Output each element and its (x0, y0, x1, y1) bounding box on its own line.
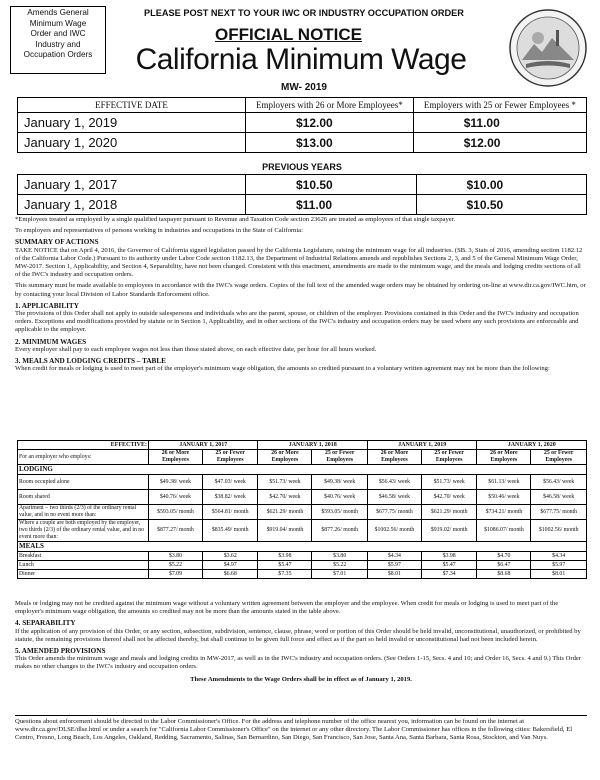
credit-value: $5.47 (258, 561, 312, 570)
col-header-small-employers: Employers with 25 or Fewer Employees * (413, 98, 586, 113)
amend-line: Amends General (27, 8, 89, 17)
table-row (18, 505, 587, 520)
sub-header-small: 25 or Fewer Employees (202, 450, 258, 465)
wage-small: $12.00 (413, 133, 586, 153)
wage-large: $10.50 (246, 175, 417, 195)
sub-header-small: 25 or Fewer Employees (421, 450, 477, 465)
amend-line: Occupation Orders (23, 50, 93, 59)
credit-value: $40.76/ week (312, 490, 368, 505)
amend-line: Industry and (35, 39, 81, 49)
for-employer-label: For an employer who employs: (18, 450, 149, 465)
sub-header-small: 25 or Fewer Employees (312, 450, 368, 465)
credit-value: $51.73/ week (258, 475, 312, 490)
section-4-heading: 4. SEPARABILITY (15, 619, 76, 628)
row-label: Apartment – two thirds (2/3) of the ordinary rental value, and in no event more than: (18, 505, 149, 520)
wage-large: $12.00 (246, 113, 414, 133)
sub-header-large: 26 or More Employees (367, 450, 421, 465)
credit-value: $4.97 (202, 561, 258, 570)
credit-value: $42.70/ week (421, 490, 477, 505)
meals-lodging-table (17, 440, 587, 579)
wage-small: $10.00 (416, 175, 587, 195)
credit-value: $8.01 (367, 570, 421, 579)
effective-date: January 1, 2019 (18, 113, 246, 133)
table-row (18, 570, 587, 579)
credit-value: $3.80 (149, 552, 203, 561)
row-label: Room shared (18, 490, 149, 505)
credit-value: $734.21/ month (477, 505, 531, 520)
summary-text-2: This summary must be made available to employees in accordance with the IWC's wage orders. Copies of the full text of the amended wage orders may be obtained by ordering on-line at www.dir.ca.gov/IWC.htm, or by contacting your local Division of Labor Standards Enforcement office. (15, 282, 586, 298)
page-title: California Minimum Wage (135, 43, 467, 76)
order-number: MW- 2019 (281, 82, 327, 93)
year-header: JANUARY 1, 2019 (367, 441, 476, 450)
credit-value: $5.47 (421, 561, 477, 570)
credit-value: $6.47 (477, 561, 531, 570)
credit-value: $835.49/ month (202, 520, 258, 542)
section-4-text: If the application of any provision of this Order, or any section, subsection, subdivision, sentence, clause, phrase, word or portion of this Order should be held invalid, unconstitutional, unauthorized, or prohibited by statute, the remaining provisions thereof shall not be affected thereby, but shall continue to be given full force and effect as if the part so held invalid or unconstitutional had not been included herein. (15, 627, 581, 643)
credit-value: $46.58/ week (531, 490, 587, 505)
summary-text: TAKE NOTICE that on April 4, 2016, the Governor of California signed legislation passed by the California Legislature, raising the minimum wage for all industries. (SB. 3, Stats of 2016, amending section 1182.12 of the California Labor Code.) Pursuant to its authority under Labor Code section 1182.13, the Department of Industrial Relations amends and republishes Sections 2, 3, and 5 of the General Minimum Wage Order, MW-2017. Section 1, Applicability, and Section 4, Separability, have not been changed. Consistent with this enactment, amendments are made to the minimum wage, and the meals and lodging credits sections of all of the IWC's industry and occupation orders. (15, 246, 583, 279)
section-3-heading: 3. MEALS AND LODGING CREDITS – TABLE (15, 357, 166, 366)
credit-value: $5.22 (149, 561, 203, 570)
table-row (18, 552, 587, 561)
credit-value: $7.34 (421, 570, 477, 579)
meal-rows (18, 552, 587, 579)
section-1-text: The provisions of this Order shall not apply to outside salespersons and individuals who are the parent, spouse, or children of the employer. Provisions contained in this Order and the IWC's industry and occupation orders. Exceptions and modifications provided by statute or in Section 1, Applicability, and in other sections of the IWC's industry and occupation orders may be used where any such provisions are enforceable and applicable to the employer. (15, 310, 579, 334)
credit-value: $5.97 (531, 561, 587, 570)
row-label: Room occupied alone (18, 475, 149, 490)
section-5-heading: 5. AMENDED PROVISIONS (15, 647, 106, 656)
credit-value: $8.01 (531, 570, 587, 579)
credit-value: $7.35 (258, 570, 312, 579)
credit-value: $919.04/ month (258, 520, 312, 542)
credit-value: $877.27/ month (149, 520, 203, 542)
year-header: JANUARY 1, 2017 (149, 441, 258, 450)
col-header-effective-date: EFFECTIVE DATE (18, 98, 246, 113)
wage-small: $10.50 (416, 195, 587, 215)
sub-header-large: 26 or More Employees (149, 450, 203, 465)
credit-value: $8.68 (477, 570, 531, 579)
year-header: JANUARY 1, 2020 (477, 441, 587, 450)
divider (15, 715, 587, 716)
effective-date: January 1, 2017 (18, 175, 246, 195)
amends-box (10, 6, 106, 74)
wage-large: $13.00 (246, 133, 414, 153)
credit-value: $5.97 (367, 561, 421, 570)
table-row (18, 490, 587, 505)
credit-value: $5.22 (312, 561, 368, 570)
credit-value: $1002.56/ month (367, 520, 421, 542)
meals-note: Meals or lodging may not be credited against the minimum wage without a voluntary written agreement between the employer and the employee. When credit for meals or lodging is used to meet part of the employer's minimum wage obligation, the amounts so credited may not be more than the amounts stated in the table above. (15, 600, 559, 616)
credit-value: $677.75/ month (367, 505, 421, 520)
credit-value: $7.01 (312, 570, 368, 579)
credit-value: $51.73/ week (421, 475, 477, 490)
section-3-text: When credit for meals or lodging is used to meet part of the employer's minimum wage obligation, the amounts so credited pursuant to a voluntary written agreement may not be more than the following: (15, 365, 550, 373)
credit-value: $3.98 (421, 552, 477, 561)
col-header-large-employers: Employers with 26 or More Employees* (246, 98, 414, 113)
credit-value: $877.26/ month (312, 520, 368, 542)
credit-value: $4.70 (477, 552, 531, 561)
sub-header-large: 26 or More Employees (258, 450, 312, 465)
credit-value: $564.81/ month (202, 505, 258, 520)
credit-value: $7.09 (149, 570, 203, 579)
summary-heading: SUMMARY OF ACTIONS (15, 238, 99, 247)
effective-note: These Amendments to the Wage Orders shall be in effect as of January 1, 2019. (190, 675, 412, 683)
credit-value: $3.62 (202, 552, 258, 561)
section-2-heading: 2. MINIMUM WAGES (15, 337, 87, 346)
credit-value: $4.34 (531, 552, 587, 561)
credit-value: $593.05/ month (149, 505, 203, 520)
effective-label: EFFECTIVE: (18, 441, 149, 450)
row-label: Where a couple are both employed by the employer, two thirds (2/3) of the ordinary rental value, and in no event more than: (18, 520, 149, 542)
credit-value: $40.76/ week (149, 490, 203, 505)
row-label: Lunch (18, 561, 149, 570)
state-seal-icon (508, 8, 588, 88)
sub-header-small: 25 or Fewer Employees (531, 450, 587, 465)
previous-years-label: PREVIOUS YEARS (262, 162, 342, 172)
amend-line: Order and IWC (30, 29, 86, 38)
credit-value: $56.43/ week (531, 475, 587, 490)
wage-large: $11.00 (246, 195, 417, 215)
questions-text: Questions about enforcement should be directed to the Labor Commissioner's Office. For the address and telephone number of the office nearest you, information can be found on the internet at www.dir.ca.gov/DLSE/dlse.html or under a search for "California Labor Commissioner's Office" on the internet or any other directory. The Labor Commissioner has offices in the following cities: Bakersfield, El Centro, Fresno, Long Beach, Los Angeles, Oakland, Redding, Sacramento, Salinas, San Bernardino, San Diego, San Francisco, San Jose, Santa Ana, Santa Barbara, Santa Rosa, Stockton, and Van Nuys. (15, 718, 573, 742)
credit-value: $56.43/ week (367, 475, 421, 490)
row-label: Breakfast (18, 552, 149, 561)
table-row (18, 561, 587, 570)
previous-rates-table (17, 174, 587, 215)
credit-value: $1086.07/ month (477, 520, 531, 542)
table-row (18, 475, 587, 490)
lodging-section-label: LODGING (18, 465, 587, 475)
official-notice-heading: OFFICIAL NOTICE (215, 25, 363, 44)
credit-value: $677.75/ month (531, 505, 587, 520)
section-1-heading: 1. APPLICABILITY (15, 301, 79, 310)
table-row (18, 520, 587, 542)
credit-value: $38.82/ week (202, 490, 258, 505)
credit-value: $50.46/ week (477, 490, 531, 505)
credit-value: $593.05/ month (312, 505, 368, 520)
current-rates-table (17, 97, 587, 153)
credit-value: $621.29/ month (421, 505, 477, 520)
effective-date: January 1, 2018 (18, 195, 246, 215)
year-header: JANUARY 1, 2018 (258, 441, 367, 450)
applies-to: To employers and representatives of persons working in industries and occupations in the State of California: (15, 227, 303, 235)
credit-value: $3.98 (258, 552, 312, 561)
wage-small: $11.00 (413, 113, 586, 133)
credit-value: $4.34 (367, 552, 421, 561)
section-2-text: Every employer shall pay to each employee wages not less than those stated above, on each effective date, per hour for all hours worked. (15, 345, 377, 353)
footnote: *Employees treated as employed by a single qualified taxpayer pursuant to Revenue and Taxation Code section 23626 are treated as employees of that single taxpayer. (15, 216, 456, 223)
credit-value: $919.02/ month (421, 520, 477, 542)
credit-value: $6.68 (202, 570, 258, 579)
row-label: Dinner (18, 570, 149, 579)
section-5-text: This Order amends the minimum wage and meals and lodging credits in MW-2017, as well as in the IWC's industry and occupation orders. (See Orders 1-15, Secs. 4 and 10; and Order 16, Secs. 4 and 9.) This Order makes no other changes to the IWC's industry and occupation orders. (15, 655, 581, 671)
credit-value: $42.70/ week (258, 490, 312, 505)
credit-value: $47.03/ week (202, 475, 258, 490)
credit-value: $49.38/ week (149, 475, 203, 490)
credit-value: $49.38/ week (312, 475, 368, 490)
lodging-rows (18, 475, 587, 542)
credit-value: $1002.56/ month (531, 520, 587, 542)
sub-header-large: 26 or More Employees (477, 450, 531, 465)
credit-value: $621.29/ month (258, 505, 312, 520)
post-instruction: PLEASE POST NEXT TO YOUR IWC OR INDUSTRY OCCUPATION ORDER (144, 8, 464, 18)
effective-date: January 1, 2020 (18, 133, 246, 153)
credit-value: $61.13/ week (477, 475, 531, 490)
credit-value: $3.80 (312, 552, 368, 561)
amend-line: Minimum Wage (29, 18, 87, 28)
credit-value: $46.58/ week (367, 490, 421, 505)
meals-section-label: MEALS (18, 542, 587, 552)
